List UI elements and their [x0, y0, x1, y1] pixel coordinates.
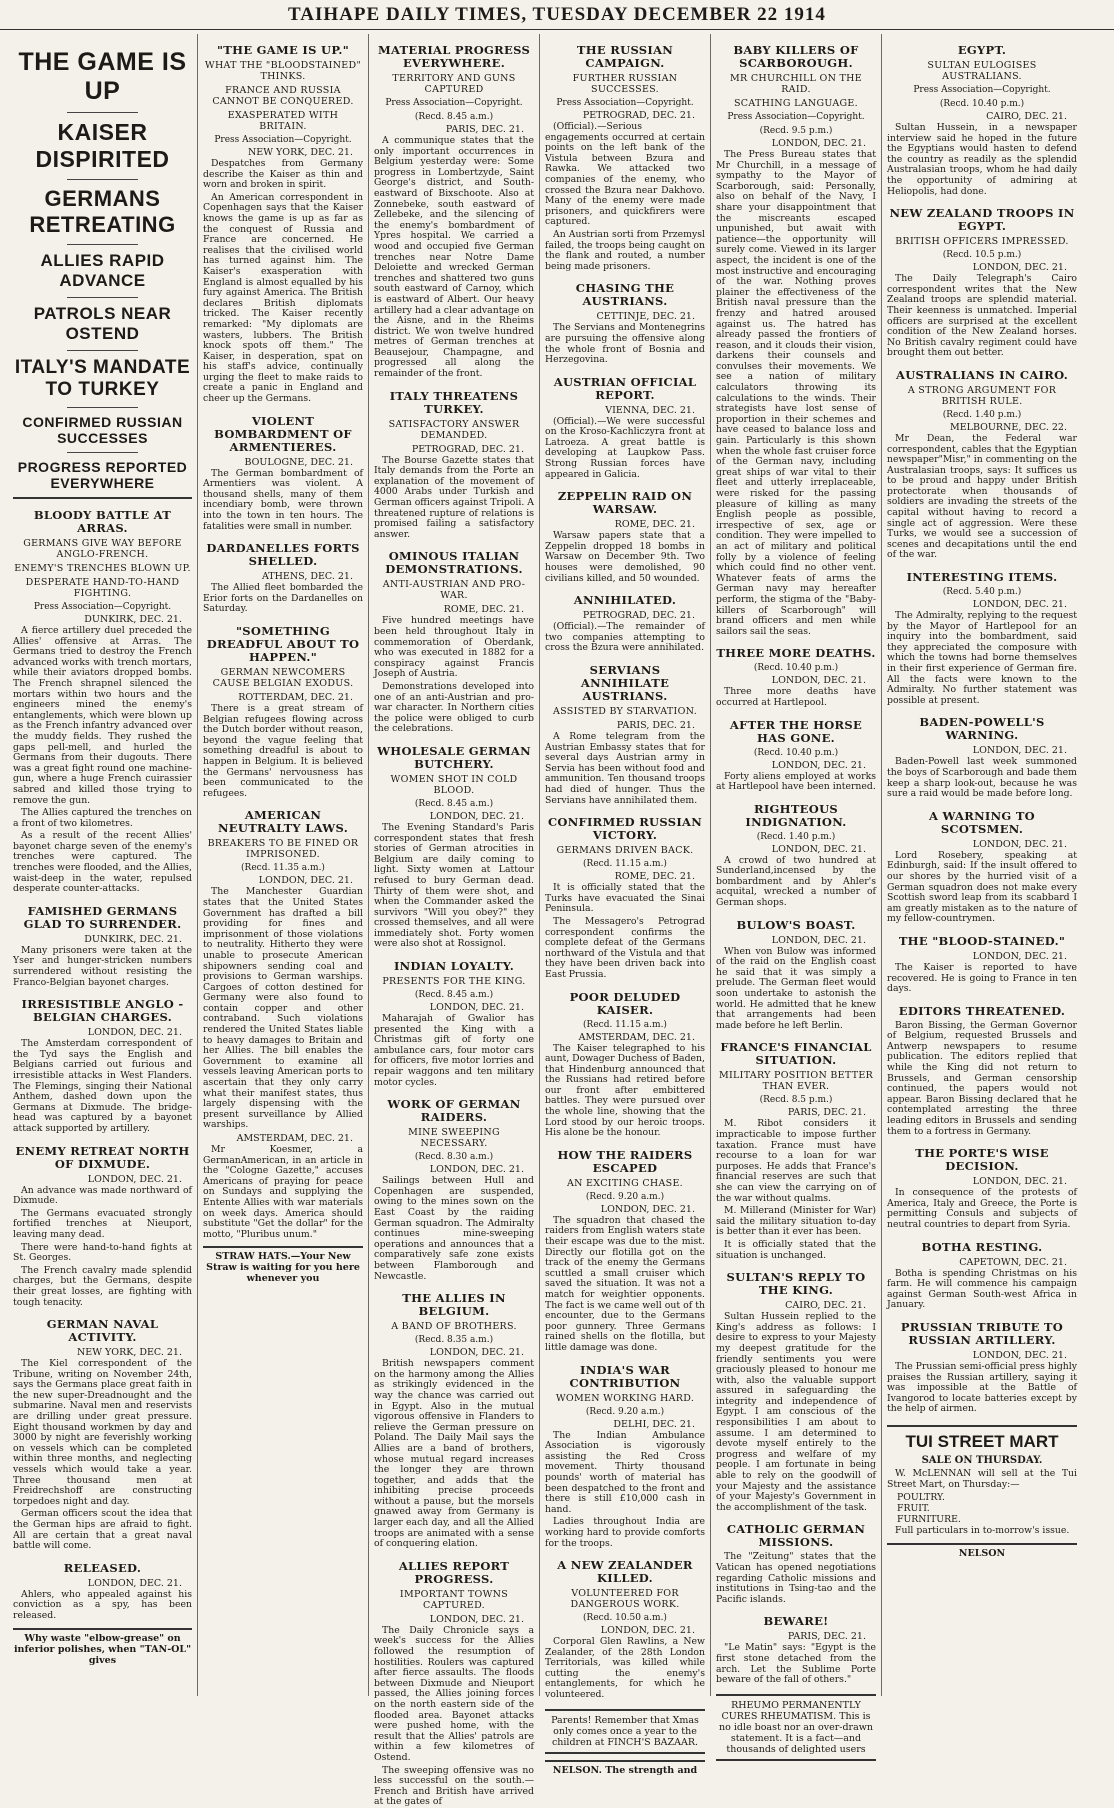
- place-line: LONDON, DEC. 21.: [429, 1613, 524, 1625]
- paragraph: When von Bulow was informed of the raid on the English coast he said that it was simply a prelude. The German fleet would soon undertake to astonish the world. He admitted that he knew that arrangements had been made before he left Berlin.: [716, 945, 876, 1031]
- place-line: DUNKIRK, DEC. 21.: [84, 933, 182, 945]
- article-sub: WHAT THE "BLOODSTAINED" THINKS.: [204, 60, 362, 82]
- article-head: RIGHTEOUS INDIGNATION.: [745, 801, 847, 829]
- paragraph: Maharajah of Gwalior has presented the King with a Christmas gift of forty one ambulance cars, four motor cars for officers, five motor lorries and repair waggons and ten military motor cycles.: [374, 1013, 534, 1088]
- paragraph: Baden-Powell last week summoned the boys of Scarborough and bade them keep a sharp look-out, because he was sure a raid would be made before long.: [887, 756, 1077, 800]
- article-head: SULTAN'S REPLY TO THE KING.: [726, 1270, 866, 1298]
- paragraph: Many prisoners were taken at the Yser and hunger-stricken numbers surrendered without resisting the Franco-Belgian bayonet charges.: [13, 944, 192, 988]
- headline-progress: PROGRESS REPORTED EVERYWHERE: [17, 459, 188, 491]
- rule: [67, 452, 139, 453]
- article-head: ENEMY RETREAT NORTH OF DIXMUDE.: [15, 1143, 190, 1171]
- article-head: A NEW ZEALANDER KILLED.: [557, 1558, 693, 1586]
- paragraph: The Germans evacuated strongly fortified trenches at Nieuport, leaving many dead.: [13, 1207, 192, 1240]
- article-head: BOTHA RESTING.: [921, 1239, 1043, 1254]
- paragraph: (Official).—The remainder of two companies attempting to cross the Bzura were annihilated.: [545, 621, 705, 654]
- advert-footer: Full particulars in to-morrow's issue.: [895, 1525, 1070, 1537]
- paragraph: The Indian Ambulance Association is vigorously assisting the Red Cross movement. Thirty thousand pounds' worth of material has been despatched to the front and there is still £10,000 cash in hand.: [545, 1429, 705, 1515]
- place-line: DELHI, DEC. 21.: [613, 1418, 695, 1430]
- paragraph: Three more deaths have occurred at Hartlepool.: [716, 686, 876, 708]
- advert-snippet: NELSON: [887, 1543, 1077, 1559]
- article-head: AMERICAN NEUTRALTY LAWS.: [217, 808, 348, 836]
- received-line: (Recd. 8.45 a.m.): [414, 990, 494, 1001]
- paragraph: The Admiralty, replying to the request by the Mayor of Hartlepool for an inquiry into the bombardment, said they appreciated the composure with which the towns had borne themselves in their first experience of German fire. All the facts were known to the Admiralty. No further statement was possible at present.: [887, 610, 1077, 706]
- paragraph: (Official).—We were successful on the Kroso-Kachliczyra front at Latroeza. A great battle is developing at Laupkow Pass. Strong Russian forces have appeared in Galicia.: [545, 415, 705, 480]
- paragraph: The Daily Chronicle says a week's success for the Allies followed the resumption of hostilities. Roulers was captured after fierce assaults. The floods between Dixmude and Nieuport passed, the Allies joining forces on the north eastern side of the flooded area. Bayonet attacks were pushed home, with the result that the Allies' patrols are within a few kilometres of Ostend.: [374, 1624, 534, 1763]
- column-6: [882, 34, 1082, 1696]
- article-head: ZEPPELIN RAID ON WARSAW.: [557, 489, 693, 517]
- received-line: (Recd. 5.40 p.m.): [942, 587, 1022, 598]
- received-line: (Recd. 8.45 a.m.): [414, 112, 494, 122]
- article-head: FAMISHED GERMANS GLAD TO SURRENDER.: [23, 903, 182, 931]
- advert-snippet: NELSON. The strength and: [545, 1760, 705, 1776]
- column-1: [8, 34, 198, 1696]
- received-line: (Recd. 8.45 a.m.): [414, 798, 494, 809]
- paragraph: A crowd of two hundred at Sunderland,incensed by the bombardment and by Ahler's acquital, wrecked a number of German shops.: [716, 854, 876, 909]
- article-head: BABY KILLERS OF SCARBOROUGH.: [733, 43, 859, 70]
- article-head: BLOODY BATTLE AT ARRAS.: [33, 508, 172, 535]
- article-head: OMINOUS ITALIAN DEMONSTRATIONS.: [385, 549, 523, 577]
- article-head: CHASING THE AUSTRIANS.: [575, 281, 675, 309]
- rule: [67, 244, 139, 245]
- headline-patrols: PATROLS NEAR OSTEND: [33, 304, 172, 343]
- paragraph: A Rome telegram from the Austrian Embassy states that for several days Austrian army in Servia has been without food and ammunition. Ten thousand troops had died of hunger. Thus the Servians have annihilated them.: [545, 731, 705, 806]
- place-line: ATHENS, DEC. 21.: [261, 571, 353, 583]
- article-head: CONFIRMED RUSSIAN VICTORY.: [547, 815, 703, 843]
- paragraph: A fierce artillery duel preceded the Allies' offensive at Arras. The Germans tried to destroy the French advanced works with trench mortars, while their aviators dropped bombs. The French shrapnel silenced the mortars within two hours and the engineers mined the enemy's entanglements, which were blown up as the French infantry advanced over the muddy fields. They rushed the gaps pell-mell, and hurled the Germans from their dugouts. There was a great fight round one machine-gun, where a huge French cuirassier sabred and killed those trying to remove the gun.: [13, 625, 192, 806]
- advert-subtitle: SALE ON THURSDAY.: [921, 1454, 1043, 1466]
- paragraph: The Messagero's Petrograd correspondent confirms the complete defeat of the Germans northward of the Vistula and that they have been driven back into East Prussia.: [545, 915, 705, 980]
- paragraph: It is officially stated that the situation is unchanged.: [716, 1238, 876, 1261]
- paragraph: The Bourse Gazette states that Italy demands from the Porte an explanation of the movement of 4000 Arabs under Turkish and German officers against Tripoli. A threatened rupture of relations is promised failing a satisfactory answer.: [374, 454, 534, 540]
- article-sub: PRESENTS FOR THE KING.: [382, 976, 526, 988]
- received-line: (Recd. 11.15 a.m.): [583, 859, 667, 870]
- article-sub: AN EXCITING CHASE.: [566, 1177, 684, 1189]
- received-line: (Recd. 8.35 a.m.): [414, 1335, 494, 1346]
- place-line: LONDON, DEC. 21.: [87, 1027, 182, 1039]
- paragraph: The French cavalry made splendid charges, but the Germans, despite their great losses, are fighting with tough tenacity.: [13, 1264, 192, 1308]
- article-sub: SATISFACTORY ANSWER DEMANDED.: [388, 418, 520, 441]
- article-head: AUSTRIAN OFFICIAL REPORT.: [553, 374, 697, 402]
- rule: [67, 407, 139, 408]
- page-columns: [8, 34, 1108, 1808]
- column-5: [711, 34, 882, 1755]
- place-line: PARIS, DEC. 21.: [616, 720, 695, 731]
- paragraph: Ahlers, who appealed against his conviction as a spy, has been released.: [13, 1588, 192, 1621]
- place-line: LONDON, DEC. 21.: [600, 1625, 695, 1637]
- article-head: INTERESTING ITEMS.: [906, 570, 1058, 585]
- article-head: EGYPT.: [957, 43, 1007, 57]
- place-line: CETTINJE, DEC. 21.: [596, 311, 695, 323]
- advert-item: FRUIT.: [897, 1503, 930, 1515]
- received-line: (Recd. 11.35 a.m.): [241, 863, 325, 874]
- paragraph: The Amsterdam correspondent of the Tyd says the English and Belgians carried out furious and irresistible attacks in West Flanders. The Flemings, singing their National Anthem, dashed down upon the Germans at Dixmude. The bridge-head was captured by a bayonet attack supported by artillery.: [13, 1038, 192, 1134]
- article-sub: FRANCE AND RUSSIA CANNOT BE CONQUERED.: [212, 85, 354, 107]
- paragraph: The Press Bureau states that Mr Churchill, in a message of sympathy to the Mayor of Scarborough, said: Personally, also on behalf of the Navy, I share your disappointment that the miscreants escaped unpunished, but await with patience—the opportunity will surely come. Viewed in its larger aspect, the incident is one of the most instructive and encouraging of the war. Nothing proves plainer the effectiveness of the British naval pressure than the frenzy and hatred aroused against us. The hatred has already passed the frontiers of reason, and it clouds their vision, darkens their counsels and convulses their movements. We see a nation of military calculators throwing its calculations to the winds. Their strategists have lost sense of proportion in their schemes and have ceased to balance loss and gain. Particularly is this shown when the whole fast cruiser force of the German navy, including great ships of war vital to their fleet and utterly irreplaceable, were risked for the passing pleasure of killing as many English people as possible, irrespective of sex, age or condition. They were impelled to an act of military and political folly by a violence of feeling which could find no other vent. Whatever feats of arms the German navy may hereafter perform, the stigma of the "Baby-killers of Scarborough" will brand officers and men while sailors sail the seas.: [716, 149, 876, 637]
- article-head: AUSTRALIANS IN CAIRO.: [895, 367, 1069, 382]
- headline-germans: GERMANS RETREATING: [29, 186, 176, 237]
- article-sub: A STRONG ARGUMENT FOR BRITISH RULE.: [907, 384, 1057, 407]
- paragraph: An Austrian sorti from Przemysl failed, the troops being caught on the flank and routed, a number being made prisoners.: [545, 228, 705, 272]
- source-line: Press Association—Copyright.: [727, 112, 865, 122]
- paragraph: British newspapers comment on the harmony among the Allies as strikingly evidenced in the way the chance was carried out in Egypt. Also in the mutual vigorous offensive in Flanders to relieve the German pressure on Poland. The Daily Mail says the Allies are a band of brothers, whose mutual regard increases the longer they are thrown together, and adds that the inhibiting precise proceeds without a pause, but the morsels gnawed away from Germany is larger each day, and all the Allied troops are animated with a sense of conquering elation.: [374, 1358, 534, 1550]
- place-line: AMSTERDAM, DEC. 21.: [578, 1031, 695, 1043]
- article-sub: SULTAN EULOGISES AUSTRALIANS.: [927, 60, 1037, 82]
- article-head: AFTER THE HORSE HAS GONE.: [729, 717, 863, 745]
- article-head: VIOLENT BOMBARDMENT OF ARMENTIERES.: [214, 413, 352, 454]
- article-head: NEW ZEALAND TROOPS IN EGYPT.: [889, 206, 1075, 234]
- article-head: BEWARE!: [763, 1614, 829, 1629]
- place-line: ROTTERDAM, DEC. 21.: [238, 692, 353, 703]
- paragraph: In consequence of the protests of America, Italy and Greece, the Porte is permitting Consuls and subjects of neutral countries to depart from Syria.: [887, 1187, 1077, 1230]
- article-head: A WARNING TO SCOTSMEN.: [929, 808, 1035, 836]
- article-head: WORK OF GERMAN RAIDERS.: [387, 1097, 521, 1125]
- place-line: ROME, DEC. 21.: [614, 871, 695, 883]
- advert-intro: W. McLENNAN will sell at the Tui Street Mart, on Thursday:—: [887, 1467, 1077, 1490]
- paragraph: Ladies throughout India are working hard to provide comforts for the troops.: [545, 1516, 705, 1549]
- headline-kaiser: KAISER DISPIRITED: [35, 119, 170, 172]
- place-line: LONDON, DEC. 21.: [972, 838, 1067, 850]
- article-head: "SOMETHING DREADFUL ABOUT TO HAPPEN.": [206, 624, 360, 664]
- article-head: CATHOLIC GERMAN MISSIONS.: [726, 1522, 866, 1550]
- place-line: PETROGRAD, DEC. 21.: [411, 443, 524, 455]
- place-line: MELBOURNE, DEC. 22.: [950, 421, 1067, 433]
- place-line: CAIRO, DEC. 21.: [986, 111, 1067, 122]
- paragraph: Corporal Glen Rawlins, a New Zealander, of the 28th London Territorials, was killed while cutting the enemy's entanglements, for which he volunteered.: [545, 1636, 705, 1701]
- article-head: THE ALLIES IN BELGIUM.: [402, 1291, 506, 1319]
- place-line: CAPETOWN, DEC. 21.: [959, 1256, 1067, 1268]
- received-line: (Recd. 1.40 p.m.): [756, 831, 836, 842]
- place-line: LONDON, DEC. 21.: [972, 1349, 1067, 1361]
- paragraph: The Allies captured the trenches on a front of two kilometres.: [13, 807, 192, 829]
- place-line: LONDON, DEC. 21.: [771, 759, 866, 771]
- paragraph: The Prussian semi-official press highly praises the Russian artillery, saying it was impossible at the Battle of Ivangorod to locate batteries except by the help of airmen.: [887, 1360, 1077, 1415]
- article-sub: VOLUNTEERED FOR DANGEROUS WORK.: [570, 1588, 680, 1611]
- received-line: (Recd. 8.5 p.m.): [759, 1095, 833, 1106]
- article-head: ITALY THREATENS TURKEY.: [389, 388, 519, 416]
- place-line: PARIS, DEC. 21.: [787, 1631, 866, 1643]
- place-line: LONDON, DEC. 21.: [771, 843, 866, 855]
- article-head: WHOLESALE GERMAN BUTCHERY.: [377, 743, 531, 771]
- received-line: (Recd. 10.5 p.m.): [942, 250, 1022, 261]
- article-sub: BRITISH OFFICERS IMPRESSED.: [895, 236, 1069, 248]
- place-line: LONDON, DEC. 21.: [87, 1173, 182, 1185]
- received-line: (Recd. 10.40 p.m.): [753, 663, 839, 674]
- article-head: MATERIAL PROGRESS EVERYWHERE.: [377, 43, 531, 70]
- headline-allies: ALLIES RAPID ADVANCE: [40, 251, 165, 290]
- article-sub: WOMEN SHOT IN COLD BLOOD.: [390, 773, 518, 796]
- headline-italy: ITALY'S MANDATE TO TURKEY: [14, 357, 191, 400]
- article-sub: MR CHURCHILL ON THE RAID.: [730, 73, 862, 95]
- paragraph: The Daily Telegraph's Cairo correspondent writes that the New Zealand troops are splendid material. Their keenness is unmatched. Imperial officers are surprised at the excellent condition of the New Zealand horses. No British cavalry regiment could have brought them out better.: [887, 273, 1077, 359]
- paragraph: It is officially stated that the Turks have evacuated the Sinai Peninsula.: [545, 882, 705, 915]
- article-head: RELEASED.: [63, 1560, 142, 1575]
- paragraph: The sweeping offensive was no less successful on the south.—French and British have arrived at the gates of: [374, 1764, 534, 1808]
- article-sub: GERMAN NEWCOMERS CAUSE BELGIAN EXODUS.: [212, 667, 354, 689]
- rule: [67, 297, 139, 298]
- article-head: "THE GAME IS UP.": [217, 43, 349, 57]
- paragraph: Sailings between Hull and Copenhagen are suspended, owing to the mines sown on the East Coast by the raiding German squadron. The Admiralty continues mine-sweeping operations and announces that a comparatively safe zone exists between Flamborough and Newcastle.: [374, 1175, 534, 1282]
- place-line: VIENNA, DEC. 21.: [605, 404, 695, 416]
- article-head: ANNIHILATED.: [573, 593, 677, 608]
- paragraph: M. Ribot considers it impracticable to impose further taxation. France must have recourse to a loan for war purposes. He adds that France's financial reserves are such that she can view the carrying on of the war without qualms.: [716, 1118, 876, 1204]
- received-line: (Recd. 10.40 p.m.): [939, 99, 1025, 109]
- paragraph: The Manchester Guardian states that the United States Government has drafted a bill providing for fines and imprisonment of those violations to neutrality. Hitherto they were unable to prosecute American shipowners sending coal and provisions to German warships. Cargoes of cotton destined for Germany were also found to contain copper and other contraband. Such violations rendered the United States liable to heavy damages to Britain and her Allies. The bill enables the Government to examine all vessels leaving American ports to ascertain that they only carry what their manifest states, thus largely dispensing with the present surveillance by Allied warships.: [203, 886, 363, 1131]
- paragraph: Baron Bissing, the German Governor of Belgium, requested Brussels and Antwerp newspapers to resume publication. The editors replied that while the King did not return to Brussels, and German censorship continued, the papers would not appear. Baron Bissing declared that he contemplated arresting the three leading editors in Brussels and sending them to a fortress in Germany.: [887, 1019, 1077, 1137]
- paragraph: Botha is spending Christmas on his farm. He will commence his campaign against German South-west Africa in January.: [887, 1267, 1077, 1311]
- paragraph: Mr Dean, the Federal war correspondent, cables that the Egyptian newspaper"Misr," in commenting on the Australasian troops, says: It suffices us to be proud and happy under British protectorate when thousands of soldiers are invading the streets of the capital without having to record a single act of aggression. Were these Turks, we would see a succession of scenes and decapitations until the end of the war.: [887, 432, 1077, 561]
- article-head: PRUSSIAN TRIBUTE TO RUSSIAN ARTILLERY.: [900, 1319, 1064, 1347]
- place-line: LONDON, DEC. 21.: [600, 1203, 695, 1215]
- article-sub: GERMANS GIVE WAY BEFORE ANGLO-FRENCH.: [23, 538, 182, 560]
- source-line: Press Association—Copyright.: [556, 98, 694, 108]
- place-line: LONDON, DEC. 21.: [771, 934, 866, 946]
- article-head: BADEN-POWELL'S WARNING.: [919, 715, 1045, 743]
- article-head: BULOW'S BOAST.: [736, 917, 856, 932]
- place-line: NEW YORK, DEC. 21.: [247, 147, 353, 158]
- article-sub: A BAND OF BROTHERS.: [391, 1321, 517, 1333]
- article-head: SERVIANS ANNIHILATE AUSTRIANS.: [580, 663, 670, 703]
- paragraph: There is a great stream of Belgian refugees flowing across the Dutch border without reason, beyond the vague feeling that something dreadful is about to happen in Belgium. It is believed the Germans' nervousness has been communicated to the refugees.: [203, 703, 363, 799]
- article-sub: WOMEN WORKING HARD.: [555, 1392, 695, 1404]
- place-line: LONDON, DEC. 21.: [87, 1577, 182, 1589]
- article-head: HOW THE RAIDERS ESCAPED: [557, 1147, 693, 1175]
- place-line: CAIRO, DEC. 21.: [785, 1300, 866, 1312]
- rule: [67, 179, 139, 180]
- rule: [67, 112, 139, 113]
- paragraph: German officers scout the idea that the German hips are afraid to fight. All are certain that a great naval battle will come.: [13, 1508, 192, 1552]
- advert-item: FURNITURE.: [897, 1514, 961, 1526]
- advert-item: POULTRY.: [897, 1492, 945, 1504]
- paragraph: Lord Rosebery, speaking at Edinburgh, said: If the insult offered to our shores by the hurried visit of a German squadron does not make every Scottish sword leap from its scabbard I am greatly mistaken as to the nature of my fellow-countrymen.: [887, 849, 1077, 925]
- paragraph: Sultan Hussein, in a newspaper interview said he hoped in the future the Egyptians would hasten to defend the country as readily as the splendid Australasian troops, whom he had daily the opportunity of admiring at Heliopolis, had done.: [887, 122, 1077, 197]
- article-sub: FURTHER RUSSIAN SUCCESSES.: [572, 73, 678, 95]
- rheumo-notice: RHEUMO PERMANENTLY CURES RHEUMATISM. This is no idle boast nor an over-drawn statement. It is a fact—and thousands of delighted users: [716, 1694, 876, 1761]
- paragraph: An American correspondent in Copenhagen says that the Kaiser knows the game is up as far as the conquest of Russia and France are concerned. He realises that the civilised world has turned against him. The Kaiser's exasperation with England is almost equalled by his fury against America. The British declares British diplomats tricked. The Kaiser recently remarked: "My diplomats are wasters, lubbers. The British knock spots off them." The Kaiser, in desperation, spat on his staff's advice, continually urging the fleet to make raids to create a panic in England and cheer up the Germans.: [203, 191, 363, 405]
- paragraph: The Kaiser is reported to have recovered. He is going to France in ten days.: [887, 961, 1077, 995]
- place-line: LONDON, DEC. 21.: [972, 1176, 1067, 1188]
- article-sub: EXASPERATED WITH BRITAIN.: [227, 110, 339, 132]
- advert-title: TUI STREET MART: [887, 1425, 1077, 1452]
- article-sub: MINE SWEEPING NECESSARY.: [408, 1127, 500, 1150]
- paragraph: Despatches from Germany describe the Kaiser as thin and worn and broken in spirit.: [203, 158, 363, 191]
- place-line: DUNKIRK, DEC. 21.: [84, 614, 182, 625]
- article-sub: BREAKERS TO BE FINED OR IMPRISONED.: [207, 838, 359, 861]
- paragraph: The Kiel correspondent of the Tribune, writing on November 24th, says the Germans place great faith in the new super-Dreadnought and the submarine. Naval men and reservists are drilling under great pressure. Eight thousand workmen by day and 3000 by night are feverishly working on vessels which can be completed within three months, and neglecting vessels which would take a year. Three thousand men at Freidrechshoff are constructing torpedoes night and day.: [13, 1358, 192, 1507]
- received-line: (Recd. 10.50 a.m.): [583, 1613, 667, 1624]
- paragraph: Warsaw papers state that a Zeppelin dropped 18 bombs in Warsaw on December 9th. Two houses were demolished, 90 civilians killed, and 50 wounded.: [545, 530, 705, 584]
- paragraph: There were hand-to-hand fights at St. Georges.: [13, 1241, 192, 1264]
- headline-russian: CONFIRMED RUSSIAN SUCCESSES: [22, 414, 183, 446]
- paragraph: The "Zeitung" states that the Vatican has opened negotiations regarding Catholic missions and institutions in Tsing-tao and the Pacific islands.: [716, 1551, 876, 1605]
- place-line: LONDON, DEC. 21.: [258, 875, 353, 887]
- place-line: LONDON, DEC. 21.: [429, 810, 524, 822]
- article-head: INDIA'S WAR CONTRIBUTION: [569, 1362, 681, 1390]
- headline-game-up: THE GAME IS UP: [18, 48, 187, 105]
- advert-snippet: Why waste "elbow-grease" on inferior polishes, when "TAN-OL" gives: [13, 1628, 192, 1666]
- paragraph: M. Millerand (Minister for War) said the military situation to-day is better than it ever has been.: [716, 1205, 876, 1238]
- place-line: LONDON, DEC. 21.: [972, 599, 1067, 611]
- masthead: TAIHAPE DAILY TIMES, TUESDAY DECEMBER 22 1914: [0, 0, 1114, 30]
- source-line: Press Association—Copyright.: [385, 98, 523, 108]
- rule: [67, 350, 139, 351]
- place-line: PARIS, DEC. 21.: [787, 1107, 866, 1119]
- received-line: (Recd. 8.30 a.m.): [414, 1152, 494, 1163]
- article-sub: GERMANS DRIVEN BACK.: [556, 845, 694, 857]
- place-line: LONDON, DEC. 21.: [429, 1347, 524, 1359]
- place-line: LONDON, DEC. 21.: [972, 262, 1067, 274]
- place-line: PETROGRAD, DEC. 21.: [582, 110, 695, 121]
- place-line: BOULOGNE, DEC. 21.: [244, 456, 353, 468]
- place-line: LONDON, DEC. 21.: [771, 138, 866, 149]
- bazaar-notice: Parents! Remember that Xmas only comes once a year to the children at FINCH'S BAZAAR.: [545, 1709, 705, 1754]
- place-line: ROME, DEC. 21.: [443, 604, 524, 616]
- paragraph: Sultan Hussein replied to the King's address as follows: I desire to express to your Majesty my deepest gratitude for the friendly sentiments you were graciously pleased to honour me with, also the valuable support assured in safeguarding the integrity and independence of Egypt. I am conscious of the responsibilities I am about to assume. I am determined to devote myself entirely to the progress and welfare of my people. I am fortunate in being able to rely on the goodwill of your Majesty and the assistance of your Majesty's Government in the accomplishment of the task.: [716, 1311, 876, 1513]
- rule: [13, 497, 192, 499]
- received-line: (Recd. 11.15 a.m.): [583, 1019, 667, 1030]
- paragraph: As a result of the recent Allies' bayonet charge seven of the enemy's trenches were captured. The trenches were flooded, and the Allies, waist-deep in the water, repulsed desperate counter-attacks.: [13, 830, 192, 895]
- paragraph: The Servians and Montenegrins are pursuing the offensive along the whole front of Bosnia and Herzegovina.: [545, 322, 705, 366]
- article-sub: ANTI-AUSTRIAN AND PRO-WAR.: [382, 579, 526, 602]
- article-head: THE RUSSIAN CAMPAIGN.: [576, 43, 674, 70]
- place-line: LONDON, DEC. 21.: [429, 1164, 524, 1176]
- place-line: LONDON, DEC. 21.: [771, 675, 866, 687]
- article-sub: ENEMY'S TRENCHES BLOWN UP.: [14, 563, 191, 574]
- column-4: [540, 34, 711, 1776]
- place-line: PETROGRAD, DEC. 21.: [582, 610, 695, 622]
- article-sub: IMPORTANT TOWNS CAPTURED.: [399, 1588, 509, 1611]
- received-line: (Recd. 9.20 a.m.): [585, 1191, 665, 1202]
- article-head: THREE MORE DEATHS.: [716, 646, 876, 661]
- place-line: AMSTERDAM, DEC. 21.: [236, 1133, 353, 1144]
- article-sub: ASSISTED BY STARVATION.: [552, 706, 698, 717]
- article-sub: DESPERATE HAND-TO-HAND FIGHTING.: [25, 577, 180, 599]
- received-line: (Recd. 1.40 p.m.): [942, 409, 1022, 420]
- place-line: NEW YORK, DEC. 21.: [76, 1347, 182, 1359]
- source-line: Press Association—Copyright.: [33, 602, 172, 612]
- received-line: (Recd. 9.5 p.m.): [759, 126, 833, 136]
- source-line: Press Association—Copyright.: [913, 85, 1051, 95]
- article-head: THE PORTE'S WISE DECISION.: [915, 1146, 1049, 1174]
- received-line: (Recd. 9.20 a.m.): [585, 1406, 665, 1417]
- paragraph: An advance was made northward of Dixmude.: [13, 1184, 192, 1207]
- column-2: [198, 34, 369, 1696]
- paragraph: A communique states that the only important occurrences in Belgium yesterday were: Some progress in Lombertzyde, Saint George's district, and South-eastward of Bixschoote. Also at Zonnebeke, south eastward of Zellebeke, and the silencing of the enemy's bombardment of Ypres hospital. We carried a wood and occupied five German trenches near Notre Dame Deloiette and wrecked German trenches and shattered two guns south eastward of Carnoy, which is eastward of Albert. Our heavy artillery had a clear advantage on the Aisne, and in the Rheims district. We won twelve hundred metres of German trenches at Beausejour, Champagne, and progressed all along the remainder of the front.: [374, 135, 534, 380]
- place-line: ROME, DEC. 21.: [614, 519, 695, 531]
- received-line: (Recd. 10.40 p.m.): [753, 747, 839, 758]
- paragraph: Mr Koesmer, a GermanAmerican, in an article in the "Cologne Gazette," accuses Americans of praying for peace on Sundays and supplying the Entente Allies with war materials on week days. America should substitute "Get the dollar" for the motto, "Pluribus unum.": [203, 1144, 363, 1240]
- place-line: LONDON, DEC. 21.: [972, 950, 1067, 962]
- article-head: GERMAN NAVAL ACTIVITY.: [46, 1317, 159, 1345]
- paragraph: The Allied fleet bombarded the Erior forts on the Dardanelles on Saturday.: [203, 582, 363, 615]
- advert-snippet: STRAW HATS.—Your New Straw is waiting for you here whenever you: [203, 1246, 363, 1284]
- paragraph: (Official).—Serious engagements occurred at certain points on the left bank of the Vistula between Bzura and Rawka. We attacked two companies of the enemy, who crossed the Bzura near Dakhovo. Many of the enemy were made prisoners, and quickfirers were captured.: [545, 121, 705, 228]
- paragraph: Five hundred meetings have been held throughout Italy in commemoration of Oberdank, who was executed in 1882 for a conspiracy against Francis Joseph of Austria.: [374, 615, 534, 680]
- place-line: PARIS, DEC. 21.: [445, 124, 524, 135]
- article-sub: MILITARY POSITION BETTER THAN EVER.: [718, 1070, 874, 1093]
- paragraph: "Le Matin" says: "Egypt is the first stone detached from the arch. Let the Sublime Porte beware of the fall of others.": [716, 1642, 876, 1686]
- place-line: LONDON, DEC. 21.: [972, 745, 1067, 757]
- paragraph: The German bombardment of Armentiers was violent. A thousand shells, many of them incendiary bomb, were thrown into the town in ten hours. The fatalities were small in number.: [203, 467, 363, 532]
- paragraph: Demonstrations developed into one of an anti-Austrian and pro-war character. In Northern cities the police were obliged to curb the celebrations.: [374, 680, 534, 735]
- source-line: Press Association—Copyright.: [214, 135, 352, 145]
- article-sub: TERRITORY AND GUNS CAPTURED: [392, 73, 516, 95]
- place-line: LONDON, DEC. 21.: [429, 1002, 524, 1014]
- paragraph: Forty aliens employed at works at Hartlepool have been interned.: [716, 770, 876, 793]
- article-head: POOR DELUDED KAISER.: [569, 989, 681, 1017]
- column-3: [369, 34, 540, 1808]
- article-head: EDITORS THREATENED.: [898, 1003, 1066, 1018]
- article-head: IRRESISTIBLE ANGLO - BELGIAN CHARGES.: [21, 997, 184, 1025]
- paragraph: The Evening Standard's Paris correspondent states that fresh stories of German atrocities in Belgium are daily coming to light. Sixty women at Lattour refused to bury German dead. Thirty of them were shot, and when the Commander asked the survivors "Will you obey?" they crossed themselves, and all were immediately shot. Forty women were also shot at Rossignol.: [374, 821, 534, 950]
- article-head: ALLIES REPORT PROGRESS.: [398, 1558, 510, 1586]
- paragraph: The squadron that chased the raiders from English waters state their escape was due to the mist. Directly our flotilla got on the track of the enemy the Germans scuttled a small cruiser which saved the situation. It was not a match for weightier opponents. The fact is we came well out of th encounter, due to the Germans poor gunnery. Three Germans rained shells on the flotilla, but little damage was done.: [545, 1214, 705, 1353]
- article-head: INDIAN LOYALTY.: [393, 959, 515, 974]
- article-sub: SCATHING LANGUAGE.: [733, 98, 858, 109]
- article-head: THE "BLOOD-STAINED.": [898, 933, 1066, 948]
- article-head: FRANCE'S FINANCIAL SITUATION.: [720, 1040, 872, 1068]
- article-head: DARDANELLES FORTS SHELLED.: [206, 541, 360, 569]
- paragraph: The Kaiser telegraphed to his aunt, Dowager Duchess of Baden, that Hindenburg announced that the Russians had retired before our front after embittered battles. They were pursued over the whole line, showing that the Lord stood by our heroic troops. His alone be the honour.: [545, 1042, 705, 1139]
